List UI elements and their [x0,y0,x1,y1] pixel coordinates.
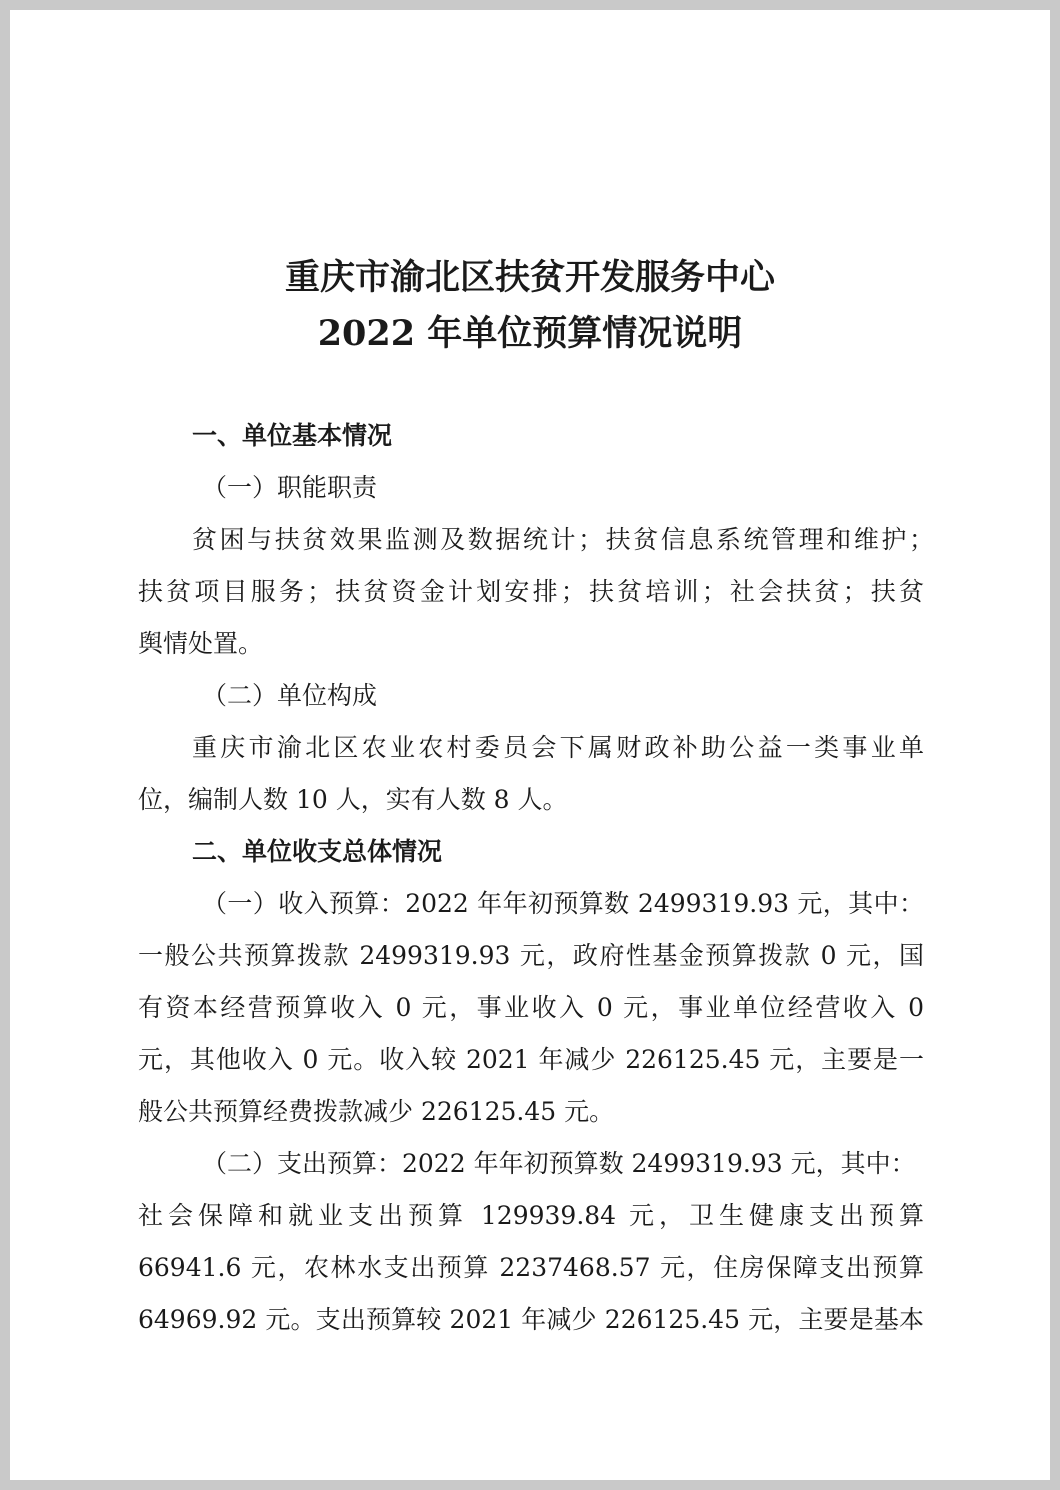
document-page [10,10,1050,1480]
paragraph-line: （一）收入预算：2022 年年初预算数 2499319.93 元，其中： [202,889,924,918]
document-title-line-2: 2022 年单位预算情况说明 [317,313,743,354]
paragraph-line: 舆情处置。 [138,629,264,658]
paragraph-line: 元，其他收入 0 元。收入较 2021 年减少 226125.45 元，主要是一 [138,1045,924,1074]
document-title-line-1: 重庆市渝北区扶贫开发服务中心 [284,257,775,298]
paragraph-line: 一般公共预算拨款 2499319.93 元，政府性基金预算拨款 0 元，国 [138,941,924,970]
paragraph-line: 位，编制人数 10 人，实有人数 8 人。 [138,785,568,814]
paragraph-line: 66941.6 元，农林水支出预算 2237468.57 元，住房保障支出预算 [138,1253,924,1282]
section-heading-2: 二、单位收支总体情况 [192,837,443,866]
section-heading-1: 一、单位基本情况 [192,421,393,450]
paragraph-line: 64969.92 元。支出预算较 2021 年减少 226125.45 元，主要是基本 [138,1305,924,1334]
paragraph-line: 重庆市渝北区农业农村委员会下属财政补助公益一类事业单 [192,733,924,762]
paragraph-line: 社会保障和就业支出预算 129939.84 元，卫生健康支出预算 [138,1201,924,1230]
paragraph-line: 扶贫项目服务；扶贫资金计划安排；扶贫培训；社会扶贫；扶贫 [138,577,924,606]
paragraph-line: 贫困与扶贫效果监测及数据统计；扶贫信息系统管理和维护； [192,525,934,554]
paragraph-line: 有资本经营预算收入 0 元，事业收入 0 元，事业单位经营收入 0 [138,993,924,1022]
subsection-heading: （二）单位构成 [202,681,378,710]
paragraph-line: （二）支出预算：2022 年年初预算数 2499319.93 元，其中： [202,1149,916,1178]
paragraph-line: 般公共预算经费拨款减少 226125.45 元。 [138,1097,615,1126]
subsection-heading: （一）职能职责 [202,473,378,502]
